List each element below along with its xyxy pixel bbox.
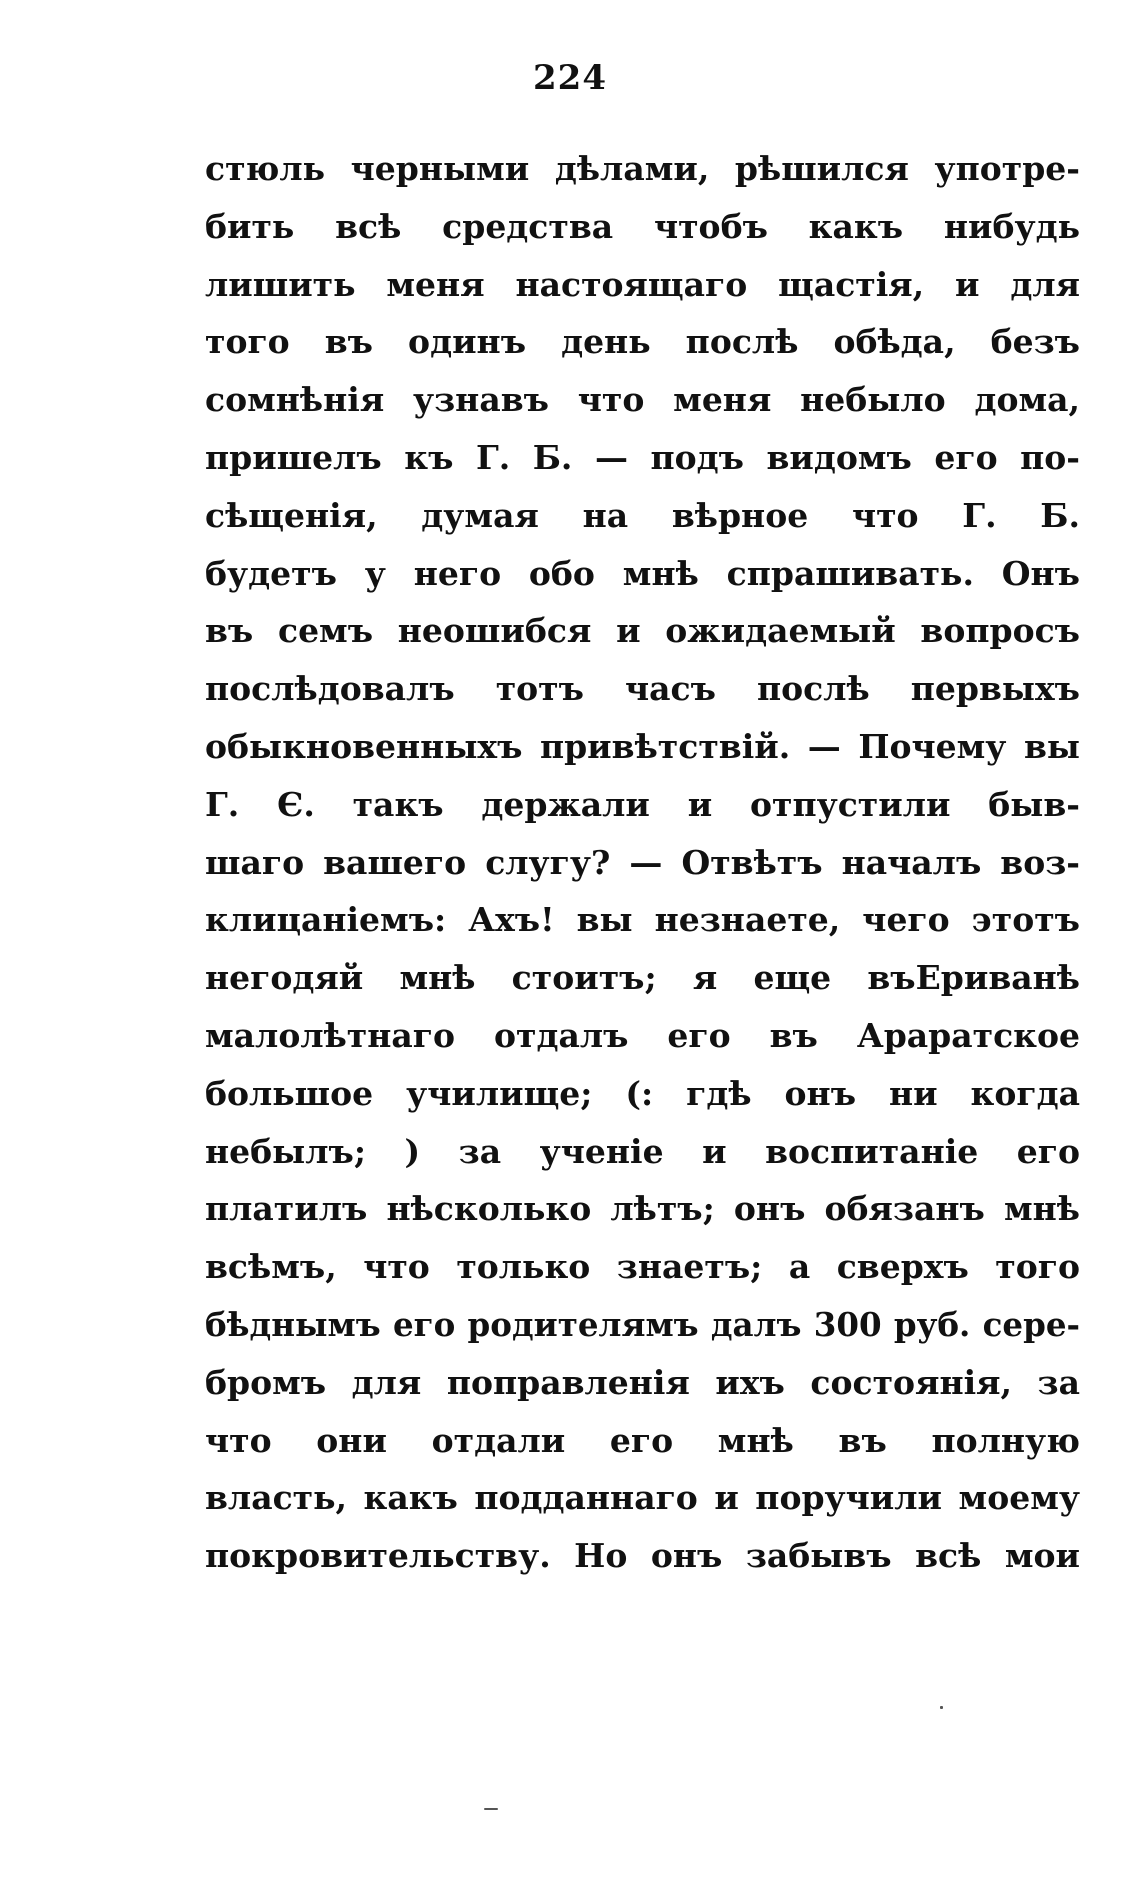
text-line: покровительству. Но онъ забывъ всѣ мои (205, 1536, 1080, 1576)
text-line: послѣдовалъ тотъ часъ послѣ первыхъ (205, 669, 1080, 709)
text-line: небылъ; ) за ученіе и воспитаніе его (205, 1131, 1080, 1171)
text-line: обыкновенныхъ привѣтствій. — Почему вы (205, 726, 1080, 766)
text-line: шаго вашего слугу? — Отвѣтъ началъ воз- (205, 842, 1080, 882)
print-speck (484, 1808, 498, 1810)
page-number: 224 (533, 58, 607, 98)
text-line: того въ одинъ день послѣ обѣда, безъ (205, 322, 1080, 362)
text-line: сѣщенія, думая на вѣрное что Г. Б. (205, 495, 1080, 535)
text-line: въ семъ неошибся и ожидаемый вопросъ (205, 611, 1080, 651)
print-speck (940, 1706, 943, 1709)
text-line: сомнѣнія узнавъ что меня небыло дома, (205, 380, 1080, 420)
text-line: будетъ у него обо мнѣ спрашивать. Онъ (205, 553, 1080, 593)
text-line: лишить меня настоящаго щастія, и для (205, 264, 1080, 304)
body-text (205, 140, 1080, 1585)
text-line: платилъ нѣсколько лѣтъ; онъ обязанъ мнѣ (205, 1189, 1080, 1229)
text-line: что они отдали его мнѣ въ полную (205, 1420, 1080, 1460)
text-line: бить всѣ средства чтобъ какъ нибудь (205, 206, 1080, 246)
text-line: бѣднымъ его родителямъ далъ 300 руб. сере- (205, 1304, 1080, 1344)
text-line: всѣмъ, что только знаетъ; а сверхъ того (205, 1247, 1080, 1287)
text-line: клицаніемъ: Ахъ! вы незнаете, чего этотъ (205, 900, 1080, 940)
text-line: негодяй мнѣ стоитъ; я еще въЕриванѣ (205, 958, 1080, 998)
text-line: стюль черными дѣлами, рѣшился употре- (205, 149, 1080, 188)
text-line: пришелъ къ Г. Б. — подъ видомъ его по- (205, 437, 1080, 477)
text-line: малолѣтнаго отдалъ его въ Араратское (205, 1015, 1080, 1055)
text-line: бромъ для поправленія ихъ состоянія, за (205, 1362, 1080, 1402)
text-line: Г. Є. такъ держали и отпустили быв- (205, 784, 1080, 824)
text-line: власть, какъ подданнаго и поручили моему (205, 1478, 1080, 1518)
text-line: большое училище; (: гдѣ онъ ни когда (205, 1073, 1080, 1113)
